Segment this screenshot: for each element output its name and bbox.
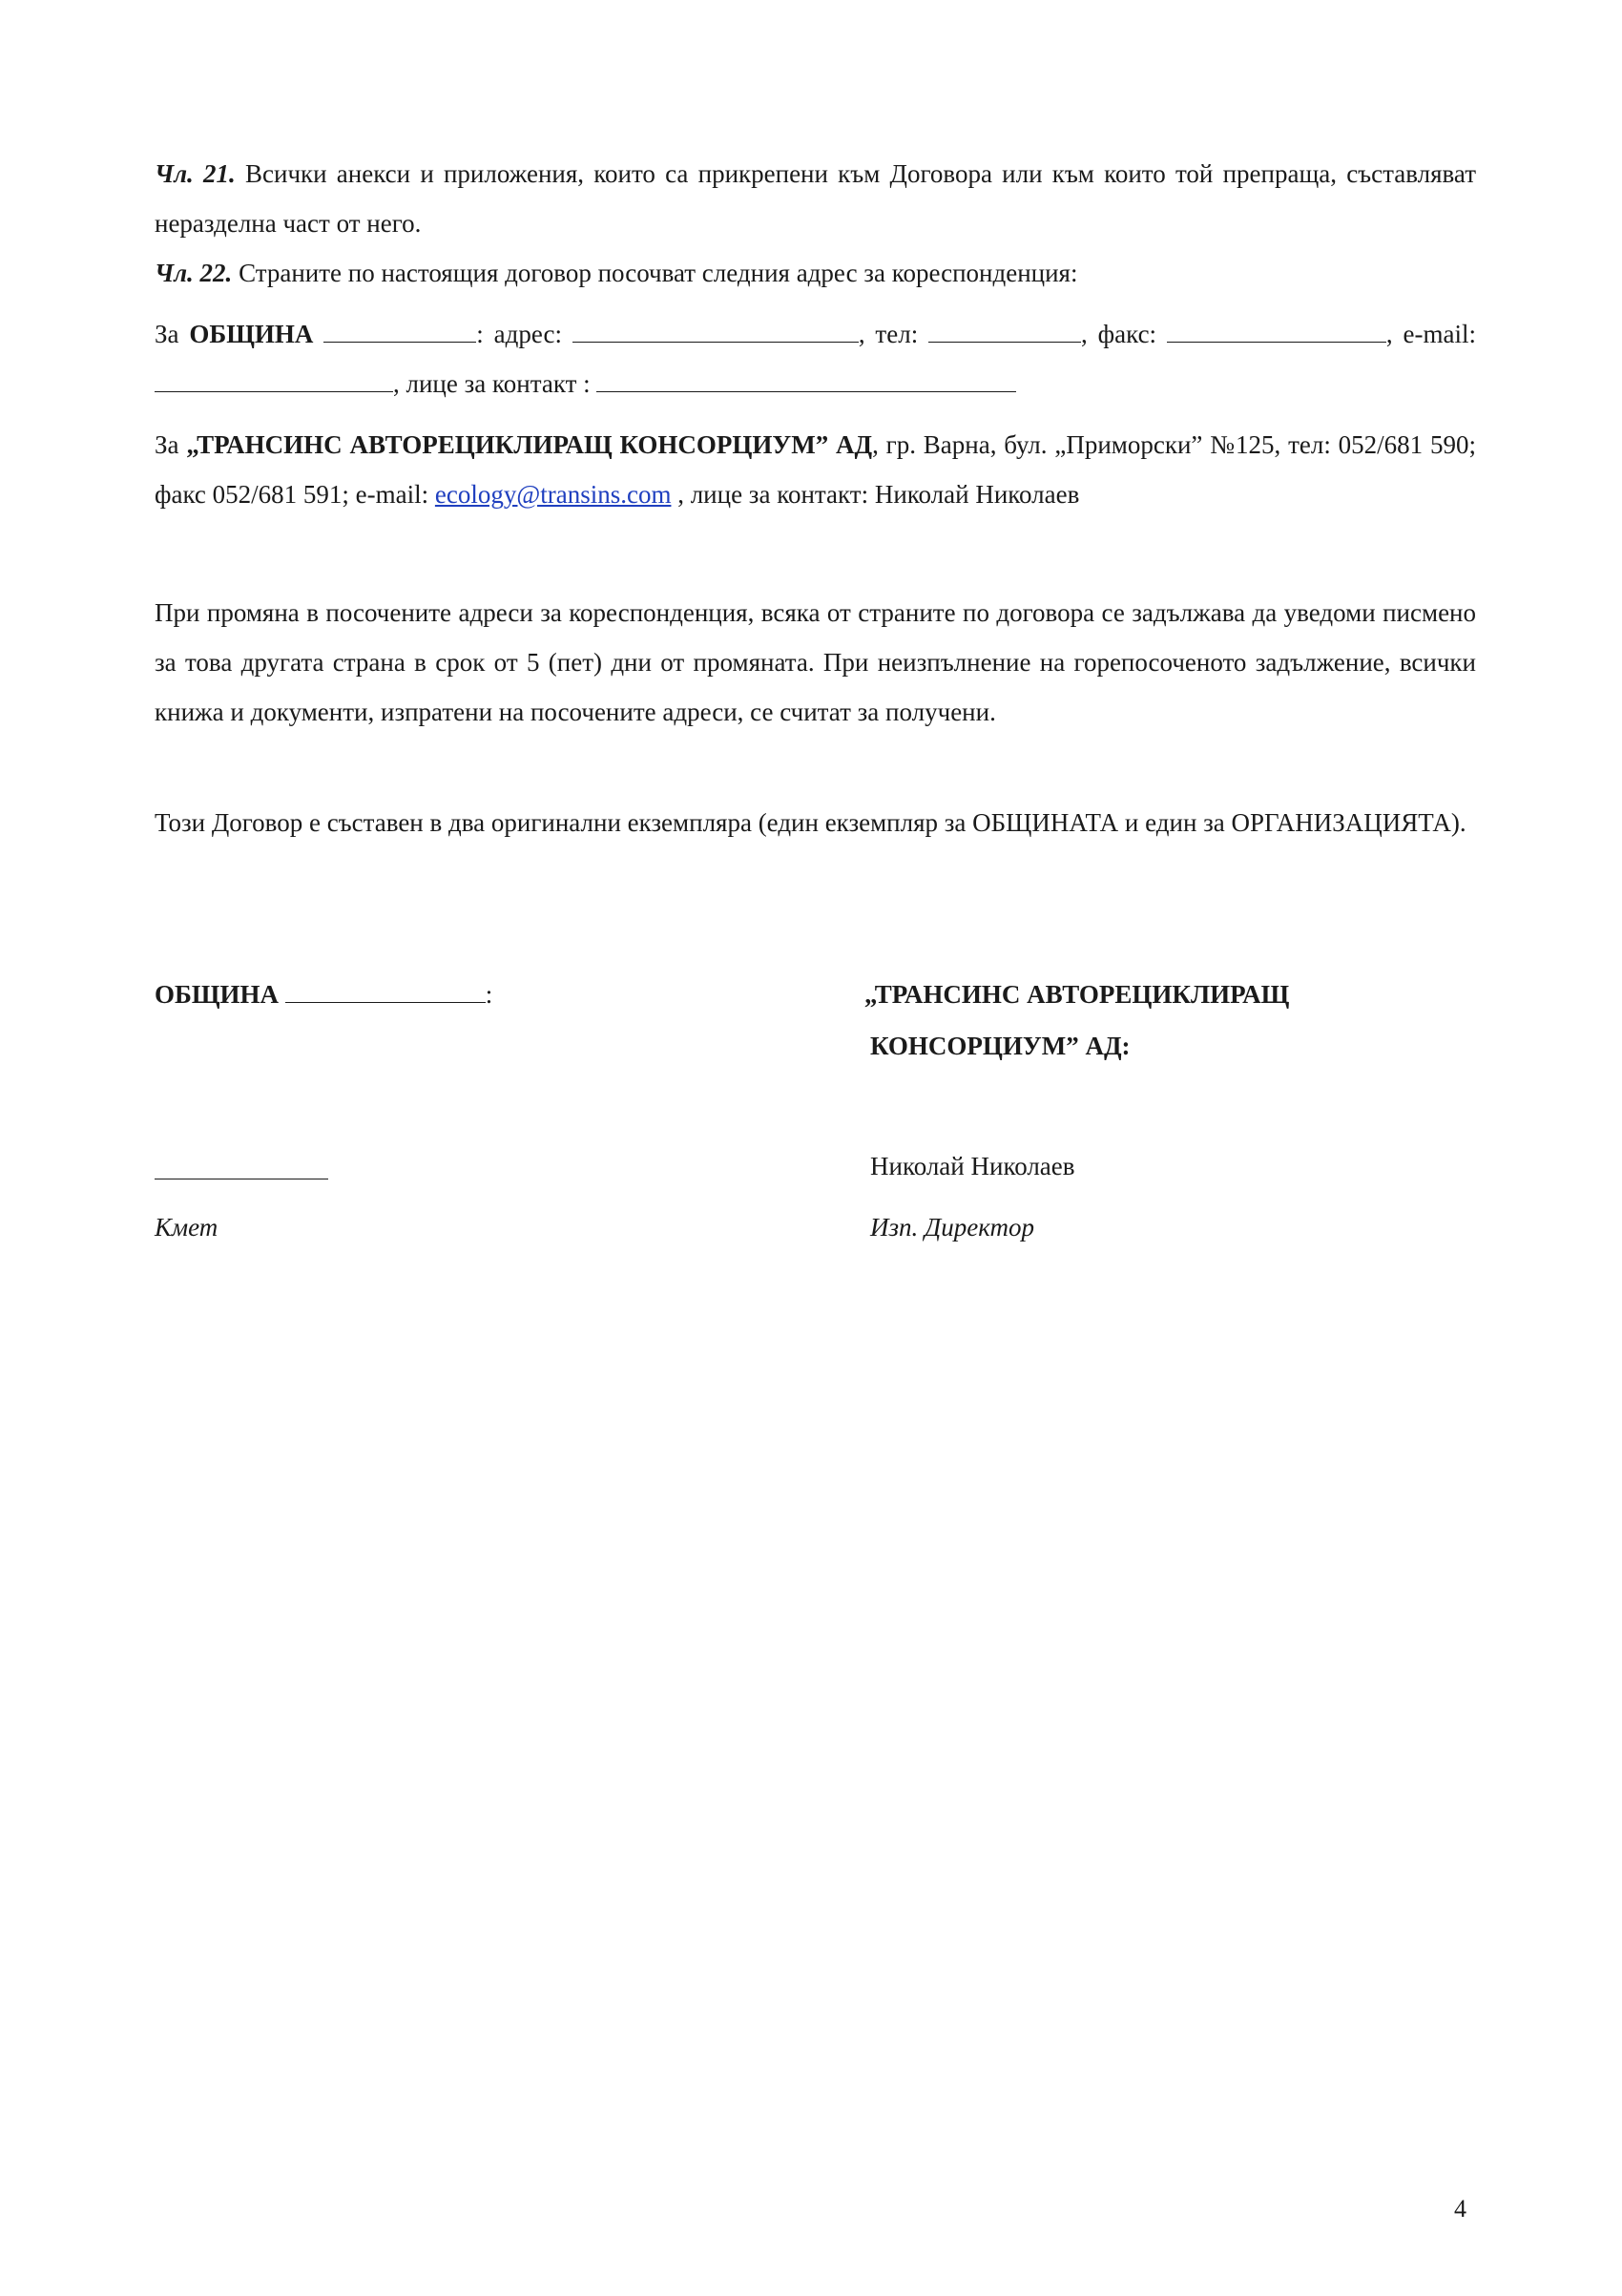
signature-right-party-line2: КОНСОРЦИУМ” АД: [870,1032,1131,1060]
contact-person-blank[interactable] [596,365,1016,392]
signature-left-party [155,970,492,1019]
email-blank[interactable] [155,365,393,392]
signature-left-party-name: ОБЩИНА [155,980,280,1009]
phone-label: , тел: [858,320,929,348]
municipality-prefix: За [155,320,190,348]
article-21-label: Чл. 21. [155,159,236,188]
signature-right-party-line1: „ТРАНСИНС АВТОРЕЦИКЛИРАЩ [864,980,1290,1009]
address-label: : адрес: [476,320,572,348]
article-22-label: Чл. 22. [155,259,233,287]
signature-right-name: Николай Николаев [870,1152,1075,1180]
article-21-text: Всички анекси и приложения, които са прикрепени към Договора или към които той препраща, съставляват неразделна част от него. [155,159,1476,238]
company-email-link[interactable]: ecology@transins.com [434,480,672,509]
company-prefix: За [155,430,187,459]
article-22-text: Страните по настоящия договор посочват следния адрес за кореспонденция: [232,259,1078,287]
signature-left-colon: : [485,980,493,1009]
signature-left-party-blank[interactable] [285,975,486,1003]
article-21 [155,149,1476,248]
fax-label: , факс: [1081,320,1167,348]
email-label: , e-mail: [1385,320,1476,348]
company-contact-person: , лице за контакт: Николай Николаев [671,480,1080,509]
paragraph-copies: Този Договор е съставен в два оригинални екземпляра (един екземпляр за ОБЩИНАТА и един за ОРГАНИЗАЦИЯТА). [155,808,1466,837]
signature-left-role: Кмет [155,1213,218,1242]
company-address: , гр. Варна, бул. „Приморски” №125, тел: 052/681 590; факс 052/681 591; e-mail: [155,430,1476,509]
page-number: 4 [1454,2195,1466,2223]
signature-right-role: Изп. Директор [870,1213,1034,1242]
phone-blank[interactable] [928,315,1081,343]
paragraph-address-change: При промяна в посочените адреси за кореспонденция, всяка от страните по договора се задължава да уведоми писмено за това другата страна в срок от 5 (пет) дни от промяната. При неизпълнение на горепосоченото задължение, всички книжа и документи, изпратени на посочените адреси, се считат за получени. [155,598,1476,726]
municipality-name-blank[interactable] [323,315,476,343]
address-blank[interactable] [572,315,859,343]
fax-blank[interactable] [1167,315,1386,343]
article-22 [155,248,1476,298]
municipality-contact [155,309,1476,408]
municipality-name: ОБЩИНА [189,320,314,348]
company-name: „ТРАНСИНС АВТОРЕЦИКЛИРАЩ КОНСОРЦИУМ” АД [186,430,873,459]
contact-person-label: , лице за контакт : [393,369,597,398]
company-contact [155,420,1476,519]
